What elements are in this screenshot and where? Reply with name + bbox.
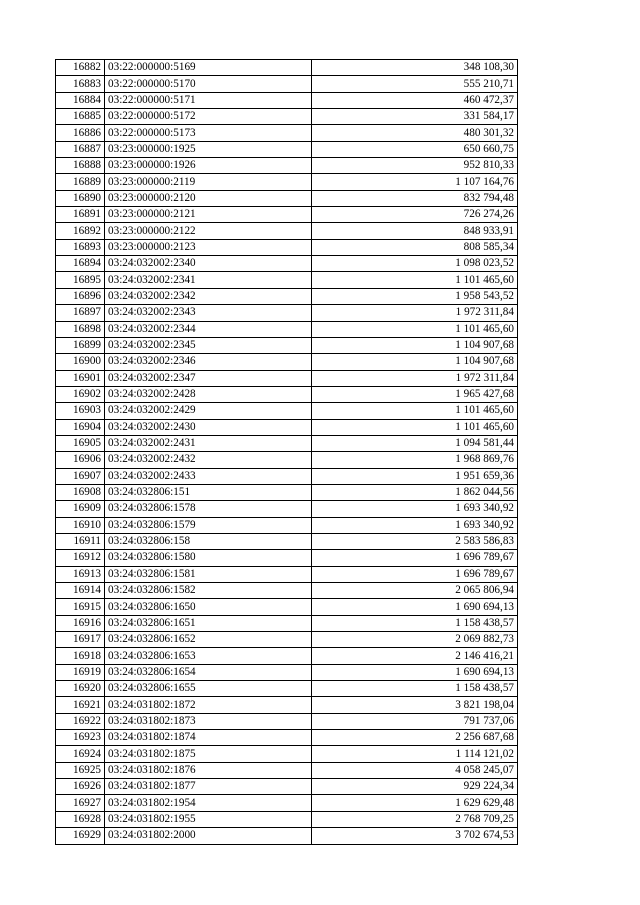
row-number: 16923 [56, 730, 105, 746]
row-number: 16888 [56, 158, 105, 174]
cadastral-value: 2 146 416,21 [312, 648, 518, 664]
cadastral-number: 03:22:000000:5172 [105, 109, 312, 125]
cadastral-number: 03:24:032806:1580 [105, 550, 312, 566]
table-row [56, 92, 518, 108]
table-row [56, 811, 518, 827]
table-row [56, 779, 518, 795]
cadastral-value: 3 821 198,04 [312, 697, 518, 713]
cadastral-number: 03:24:032002:2345 [105, 337, 312, 353]
row-number: 16925 [56, 762, 105, 778]
table-row [56, 599, 518, 615]
cadastral-value-table [55, 59, 518, 845]
cadastral-value: 460 472,37 [312, 92, 518, 108]
row-number: 16907 [56, 468, 105, 484]
cadastral-number: 03:24:032806:1581 [105, 566, 312, 582]
cadastral-number: 03:24:032002:2431 [105, 435, 312, 451]
cadastral-value: 1 693 340,92 [312, 517, 518, 533]
row-number: 16900 [56, 354, 105, 370]
row-number: 16911 [56, 533, 105, 549]
table-row [56, 762, 518, 778]
cadastral-number: 03:24:031802:1874 [105, 730, 312, 746]
row-number: 16926 [56, 779, 105, 795]
cadastral-number: 03:22:000000:5171 [105, 92, 312, 108]
cadastral-value: 1 094 581,44 [312, 435, 518, 451]
cadastral-number: 03:24:032002:2347 [105, 370, 312, 386]
cadastral-value: 808 585,34 [312, 239, 518, 255]
table-row [56, 337, 518, 353]
row-number: 16884 [56, 92, 105, 108]
cadastral-value: 1 104 907,68 [312, 354, 518, 370]
row-number: 16893 [56, 239, 105, 255]
row-number: 16914 [56, 583, 105, 599]
table-row [56, 468, 518, 484]
table-row [56, 354, 518, 370]
cadastral-value: 2 583 586,83 [312, 533, 518, 549]
cadastral-number: 03:24:032002:2346 [105, 354, 312, 370]
table-row [56, 746, 518, 762]
table-row [56, 403, 518, 419]
table-row [56, 239, 518, 255]
cadastral-value: 1 696 789,67 [312, 550, 518, 566]
row-number: 16882 [56, 60, 105, 76]
table-row [56, 288, 518, 304]
cadastral-value: 650 660,75 [312, 141, 518, 157]
table-row [56, 583, 518, 599]
table-row [56, 158, 518, 174]
cadastral-number: 03:24:032002:2342 [105, 288, 312, 304]
cadastral-number: 03:24:032806:158 [105, 533, 312, 549]
cadastral-number: 03:22:000000:5169 [105, 60, 312, 76]
cadastral-value: 3 702 674,53 [312, 828, 518, 844]
cadastral-number: 03:23:000000:1925 [105, 141, 312, 157]
row-number: 16902 [56, 386, 105, 402]
row-number: 16883 [56, 76, 105, 92]
table-row [56, 141, 518, 157]
cadastral-number: 03:24:031802:1954 [105, 795, 312, 811]
table-row [56, 484, 518, 500]
cadastral-number: 03:23:000000:2120 [105, 190, 312, 206]
cadastral-value: 348 108,30 [312, 60, 518, 76]
cadastral-number: 03:24:032806:1654 [105, 664, 312, 680]
table-row [56, 533, 518, 549]
cadastral-value: 1 972 311,84 [312, 370, 518, 386]
cadastral-number: 03:24:032806:1582 [105, 583, 312, 599]
cadastral-number: 03:24:032002:2344 [105, 321, 312, 337]
table-row [56, 109, 518, 125]
row-number: 16894 [56, 256, 105, 272]
cadastral-value: 1 158 438,57 [312, 681, 518, 697]
cadastral-value: 1 690 694,13 [312, 599, 518, 615]
row-number: 16905 [56, 435, 105, 451]
table-row [56, 174, 518, 190]
cadastral-number: 03:24:031802:1872 [105, 697, 312, 713]
cadastral-value: 1 104 907,68 [312, 337, 518, 353]
cadastral-value: 1 862 044,56 [312, 484, 518, 500]
cadastral-number: 03:24:032806:1578 [105, 501, 312, 517]
row-number: 16915 [56, 599, 105, 615]
row-number: 16891 [56, 207, 105, 223]
cadastral-number: 03:24:032002:2428 [105, 386, 312, 402]
cadastral-number: 03:24:031802:2000 [105, 828, 312, 844]
cadastral-value: 832 794,48 [312, 190, 518, 206]
table-row [56, 272, 518, 288]
row-number: 16910 [56, 517, 105, 533]
cadastral-number: 03:24:032806:1653 [105, 648, 312, 664]
row-number: 16921 [56, 697, 105, 713]
cadastral-number: 03:22:000000:5170 [105, 76, 312, 92]
row-number: 16917 [56, 632, 105, 648]
table-row [56, 648, 518, 664]
cadastral-number: 03:24:032002:2343 [105, 305, 312, 321]
cadastral-number: 03:24:032002:2340 [105, 256, 312, 272]
cadastral-value: 480 301,32 [312, 125, 518, 141]
table-row [56, 681, 518, 697]
cadastral-value: 1 101 465,60 [312, 403, 518, 419]
row-number: 16885 [56, 109, 105, 125]
table-body [56, 60, 518, 845]
cadastral-number: 03:24:031802:1875 [105, 746, 312, 762]
table-row [56, 632, 518, 648]
table-row [56, 730, 518, 746]
table-row [56, 566, 518, 582]
row-number: 16912 [56, 550, 105, 566]
table-row [56, 370, 518, 386]
table-row [56, 697, 518, 713]
row-number: 16889 [56, 174, 105, 190]
cadastral-number: 03:24:032002:2432 [105, 452, 312, 468]
cadastral-value: 555 210,71 [312, 76, 518, 92]
cadastral-value: 2 069 882,73 [312, 632, 518, 648]
cadastral-number: 03:22:000000:5173 [105, 125, 312, 141]
cadastral-number: 03:24:031802:1876 [105, 762, 312, 778]
cadastral-number: 03:23:000000:2119 [105, 174, 312, 190]
row-number: 16927 [56, 795, 105, 811]
cadastral-value: 1 965 427,68 [312, 386, 518, 402]
cadastral-number: 03:23:000000:1926 [105, 158, 312, 174]
cadastral-number: 03:24:032002:2433 [105, 468, 312, 484]
cadastral-value: 331 584,17 [312, 109, 518, 125]
cadastral-number: 03:24:031802:1873 [105, 713, 312, 729]
cadastral-number: 03:24:032806:1652 [105, 632, 312, 648]
table-row [56, 517, 518, 533]
cadastral-number: 03:24:032806:151 [105, 484, 312, 500]
cadastral-value: 1 114 121,02 [312, 746, 518, 762]
cadastral-value: 1 690 694,13 [312, 664, 518, 680]
row-number: 16919 [56, 664, 105, 680]
cadastral-value: 1 629 629,48 [312, 795, 518, 811]
row-number: 16929 [56, 828, 105, 844]
row-number: 16924 [56, 746, 105, 762]
cadastral-number: 03:24:032806:1651 [105, 615, 312, 631]
cadastral-number: 03:23:000000:2121 [105, 207, 312, 223]
row-number: 16906 [56, 452, 105, 468]
row-number: 16901 [56, 370, 105, 386]
table-row [56, 305, 518, 321]
cadastral-value: 1 951 659,36 [312, 468, 518, 484]
cadastral-value: 1 693 340,92 [312, 501, 518, 517]
cadastral-number: 03:23:000000:2122 [105, 223, 312, 239]
cadastral-value: 1 101 465,60 [312, 419, 518, 435]
cadastral-number: 03:24:031802:1955 [105, 811, 312, 827]
row-number: 16886 [56, 125, 105, 141]
table-row [56, 452, 518, 468]
cadastral-value: 929 224,34 [312, 779, 518, 795]
cadastral-number: 03:24:032002:2429 [105, 403, 312, 419]
row-number: 16903 [56, 403, 105, 419]
cadastral-value: 2 768 709,25 [312, 811, 518, 827]
table-row [56, 435, 518, 451]
cadastral-value: 1 107 164,76 [312, 174, 518, 190]
row-number: 16928 [56, 811, 105, 827]
cadastral-number: 03:24:032002:2341 [105, 272, 312, 288]
cadastral-value: 1 098 023,52 [312, 256, 518, 272]
cadastral-number: 03:24:031802:1877 [105, 779, 312, 795]
row-number: 16895 [56, 272, 105, 288]
cadastral-value: 1 101 465,60 [312, 272, 518, 288]
row-number: 16916 [56, 615, 105, 631]
cadastral-value: 2 256 687,68 [312, 730, 518, 746]
cadastral-value: 1 158 438,57 [312, 615, 518, 631]
table-row [56, 60, 518, 76]
cadastral-number: 03:23:000000:2123 [105, 239, 312, 255]
table-row [56, 501, 518, 517]
table-row [56, 615, 518, 631]
table-row [56, 125, 518, 141]
row-number: 16913 [56, 566, 105, 582]
table-row [56, 419, 518, 435]
cadastral-value: 726 274,26 [312, 207, 518, 223]
cadastral-value: 952 810,33 [312, 158, 518, 174]
row-number: 16922 [56, 713, 105, 729]
table-row [56, 76, 518, 92]
cadastral-value: 1 968 869,76 [312, 452, 518, 468]
cadastral-value: 1 101 465,60 [312, 321, 518, 337]
row-number: 16918 [56, 648, 105, 664]
row-number: 16904 [56, 419, 105, 435]
row-number: 16909 [56, 501, 105, 517]
cadastral-value: 1 972 311,84 [312, 305, 518, 321]
row-number: 16898 [56, 321, 105, 337]
table-row [56, 190, 518, 206]
table-row [56, 223, 518, 239]
row-number: 16920 [56, 681, 105, 697]
cadastral-number: 03:24:032806:1655 [105, 681, 312, 697]
table-row [56, 550, 518, 566]
row-number: 16908 [56, 484, 105, 500]
table-row [56, 664, 518, 680]
table-row [56, 828, 518, 844]
cadastral-number: 03:24:032806:1650 [105, 599, 312, 615]
cadastral-number: 03:24:032002:2430 [105, 419, 312, 435]
cadastral-value: 4 058 245,07 [312, 762, 518, 778]
table-row [56, 321, 518, 337]
table-row [56, 795, 518, 811]
cadastral-value: 1 696 789,67 [312, 566, 518, 582]
table-row [56, 207, 518, 223]
row-number: 16899 [56, 337, 105, 353]
cadastral-number: 03:24:032806:1579 [105, 517, 312, 533]
row-number: 16897 [56, 305, 105, 321]
cadastral-value: 791 737,06 [312, 713, 518, 729]
table-row [56, 386, 518, 402]
cadastral-value: 848 933,91 [312, 223, 518, 239]
cadastral-value: 1 958 543,52 [312, 288, 518, 304]
row-number: 16890 [56, 190, 105, 206]
row-number: 16887 [56, 141, 105, 157]
table-row [56, 713, 518, 729]
row-number: 16896 [56, 288, 105, 304]
row-number: 16892 [56, 223, 105, 239]
table-row [56, 256, 518, 272]
cadastral-value: 2 065 806,94 [312, 583, 518, 599]
